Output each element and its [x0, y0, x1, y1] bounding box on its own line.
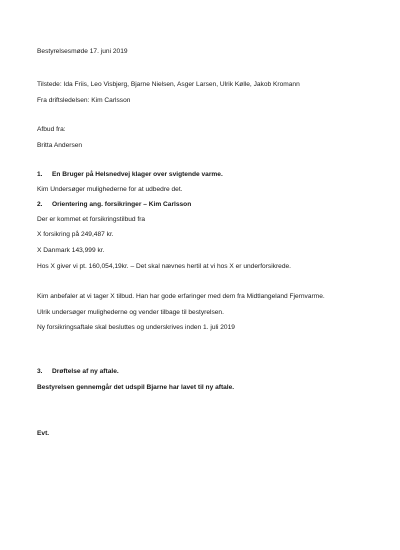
item-3-line-1: Bestyrelsen gennemgår det udspil Bjarne har lavet til ny aftale. [37, 384, 235, 391]
item-2-heading: Orientering ang. forsikringer – Kim Carlsson [52, 201, 192, 208]
item-1-number: 1. [37, 171, 43, 178]
item-1-heading: En Bruger på Helsnedvej klager over svigtende varme. [52, 171, 223, 178]
absent-name: Britta Andersen [37, 142, 83, 149]
item-2-line-4: Hos X giver vi pt. 160,054,19kr. – Det skal nævnes hertil at vi hos X er underforsikrede. [37, 263, 291, 270]
item-3-heading: Drøftelse af ny aftale. [52, 368, 119, 375]
absent-label: Afbud fra: [37, 126, 66, 133]
item-2-line-6: Ulrik undersøger mulighederne og vender tilbage til bestyrelsen. [37, 309, 224, 316]
item-2-line-7: Ny forsikringsaftale skal besluttes og underskrives inden 1. juli 2019 [37, 324, 235, 331]
attendees-line: Tilstede: Ida Friis, Leo Visbjerg, Bjarne Nielsen, Asger Larsen, Ulrik Kølle, Jakob Kromann [37, 81, 300, 88]
meeting-title: Bestyrelsesmøde 17. juni 2019 [37, 48, 128, 55]
item-2-number: 2. [37, 201, 43, 208]
item-2-line-2: X forsikring på 249,487 kr. [37, 231, 114, 238]
item-2-line-1: Der er kommet et forsikringstilbud fra [37, 216, 146, 223]
item-1-line-1: Kim Undersøger mulighederne for at udbedre det. [37, 186, 183, 193]
item-2-line-5: Kim anbefaler at vi tager X tilbud. Han har gode erfaringer med dem fra Midtlangeland Fjernvarme. [37, 293, 325, 300]
item-3-number: 3. [37, 368, 43, 375]
management-line: Fra driftsledelsen: Kim Carlsson [37, 97, 131, 104]
evt-heading: Evt. [37, 430, 50, 437]
item-2-line-3: X Danmark 143,999 kr. [37, 247, 105, 254]
